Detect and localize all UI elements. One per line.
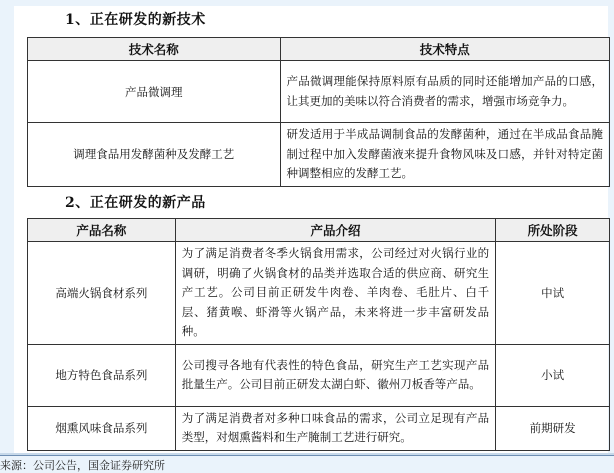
table-row	[28, 61, 610, 123]
source-note: 来源：公司公告，国金证券研究所	[0, 459, 165, 472]
product-table	[27, 218, 610, 451]
tech-name: 产品微调理	[28, 61, 281, 123]
divider-dark	[0, 455, 614, 456]
product-stage: 中试	[496, 242, 610, 345]
col-tech-feature: 技术特点	[280, 38, 609, 61]
product-stage: 小试	[496, 344, 610, 406]
product-intro: 公司搜寻各地有代表性的特色食品，研究生产工艺实现产品批量生产。公司目前正研发太湖白虾、徽州刀板香等产品。	[175, 344, 495, 406]
product-intro: 为了满足消费者冬季火锅食用需求，公司经过对火锅行业的调研，明确了火锅食材的品类并选取合适的供应商、研究生产工艺。公司目前正研发牛肉卷、羊肉卷、毛肚片、白千层、猪黄喉、虾滑等火锅产品，未来将进一步丰富研发品种。	[175, 242, 495, 345]
product-intro: 为了满足消费者对多种口味食品的需求，公司立足现有产品类型，对烟熏酱料和生产腌制工艺进行研究。	[175, 406, 495, 450]
col-product-intro: 产品介绍	[175, 219, 495, 242]
section1-heading: 1、正在研发的新技术	[65, 12, 206, 28]
product-name: 烟熏风味食品系列	[28, 406, 176, 450]
table-row	[28, 406, 610, 450]
col-tech-name: 技术名称	[28, 38, 281, 61]
table-row	[28, 344, 610, 406]
table-row	[28, 242, 610, 345]
product-table-header	[28, 219, 610, 242]
tech-feature: 研发适用于半成品调制食品的发酵菌种，通过在半成品食品腌制过程中加入发酵菌液来提升食物风味及口感，并针对特定菌种调整相应的发酵工艺。	[280, 123, 609, 187]
col-product-name: 产品名称	[28, 219, 176, 242]
product-name: 高端火锅食材系列	[28, 242, 176, 345]
col-product-stage: 所处阶段	[496, 219, 610, 242]
product-stage: 前期研发	[496, 406, 610, 450]
table-row	[28, 123, 610, 187]
tech-name: 调理食品用发酵菌种及发酵工艺	[28, 123, 281, 187]
product-name: 地方特色食品系列	[28, 344, 176, 406]
section2-heading: 2、正在研发的新产品	[65, 195, 206, 211]
tech-feature: 产品微调理能保持原料原有品质的同时还能增加产品的口感，让其更加的美味以符合消费者的需求，增强市场竞争力。	[280, 61, 609, 123]
tech-table	[27, 37, 610, 187]
tech-table-header	[28, 38, 610, 61]
